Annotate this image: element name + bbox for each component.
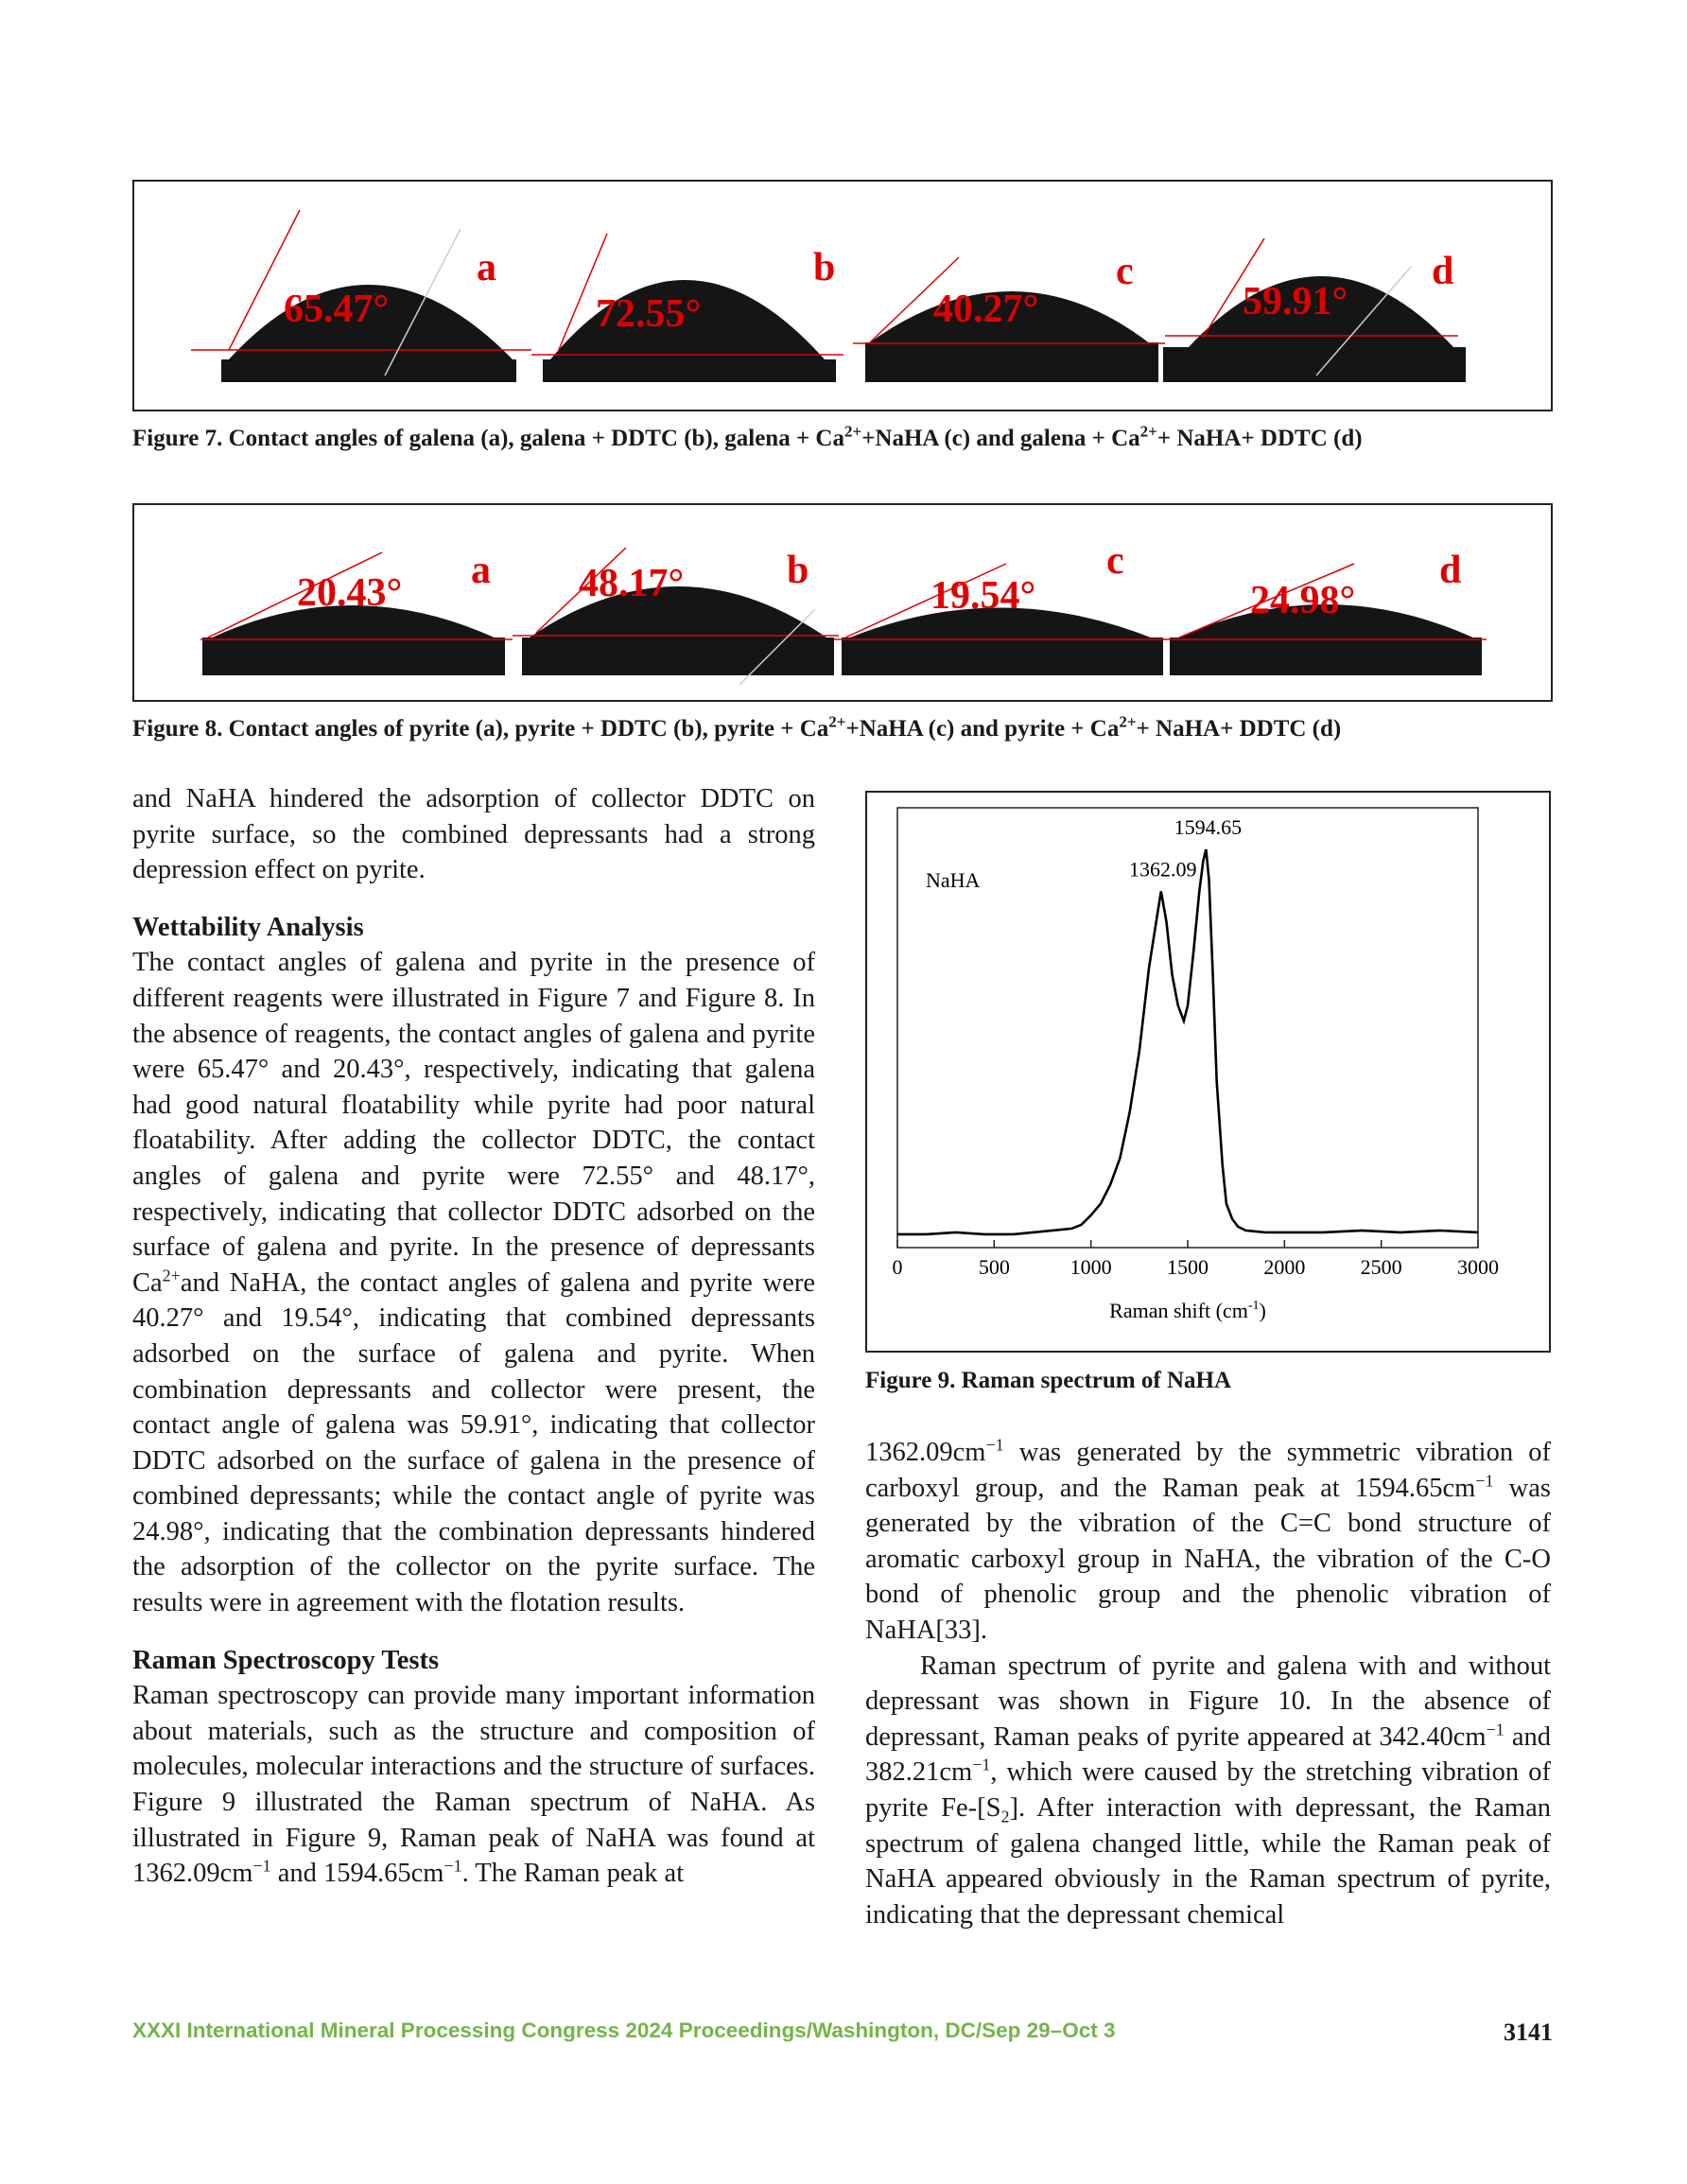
fig8-panel-d (1160, 549, 1487, 675)
peak-annotations (1129, 815, 1242, 881)
fig7-angle-b: 72.55° (596, 292, 702, 336)
fig7-angle-d: 59.91° (1243, 280, 1348, 323)
paragraph-text: ]. After interaction with depressant, the Raman spectrum of galena changed little, while the Raman peak of NaHA appeared obviously in the Raman spectrum of pyrite, indicating that the depressant chemical (865, 1792, 1552, 1930)
figure-7-caption (132, 422, 1553, 453)
figure-8-caption (132, 712, 1553, 743)
fig7-letter-d: d (1432, 250, 1454, 293)
paragraph-text: 1362.09cm (865, 1438, 986, 1467)
figure-7-droplets (134, 182, 1551, 410)
paragraph-text: and 382.21cm (865, 1721, 1551, 1788)
x-tick-label: 2000 (1263, 1255, 1306, 1279)
x-label-text: Raman shift (cm (1109, 1299, 1248, 1322)
x-tick-label: 1000 (1070, 1255, 1112, 1279)
figure-7-image (132, 180, 1553, 411)
fig7-panel-d (1163, 238, 1466, 382)
substrate (543, 359, 836, 382)
x-axis-label (1109, 1299, 1266, 1322)
substrate (522, 638, 834, 675)
superscript: −1 (1486, 1720, 1504, 1739)
substrate (865, 342, 1158, 382)
fig8-panel-a (200, 549, 513, 675)
substrate (1163, 347, 1466, 382)
caption-text: +NaHA (c) and pyrite + Ca (845, 716, 1120, 742)
x-label-end: ) (1259, 1299, 1266, 1322)
superscript: 2+ (162, 1266, 181, 1285)
x-tick-label: 2500 (1360, 1255, 1402, 1279)
paragraph-text: . The Raman peak at (461, 1859, 685, 1889)
caption-text: + NaHA+ DDTC (d) (1136, 716, 1342, 742)
fig7-panel-a (191, 210, 531, 382)
figure-8-image (132, 503, 1553, 702)
fig7-angle-c: 40.27° (933, 288, 1039, 331)
left-column (132, 781, 815, 1892)
x-tick-label: 0 (892, 1255, 903, 1279)
fig8-letter-c: c (1106, 539, 1124, 583)
footer-text: XXXI International Mineral Processing Congress 2024 Proceedings/Washington, DC/Sep 29–Oct 3 (132, 2018, 1116, 2042)
heading-raman: Raman Spectroscopy Tests (132, 1645, 440, 1675)
superscript: −1 (252, 1856, 271, 1876)
x-label-sup: -1 (1247, 1299, 1260, 1313)
raman-chart (867, 793, 1549, 1351)
heading-wettability: Wettability Analysis (132, 912, 364, 942)
caption-text: Figure 7. Contact angles of galena (a), galena + DDTC (b), galena + Ca (132, 426, 844, 451)
fig7-angle-a: 65.47° (284, 288, 390, 331)
paragraph-wettability (132, 945, 815, 1620)
paragraph-text: The contact angles of galena and pyrite in the presence of different reagents were illustrated in Figure 7 and Figure 8. In the absence of reagents, the contact angles of galena and pyrite were 65.47° and 20.43°, respectively, indicating that galena had good natural floatability while pyrite had poor natural floatability. After adding the collector DDTC, the contact angles of galena and pyrite were 72.55° and 48.17°, respectively, indicating that collector DDTC adsorbed on the surface of galena and pyrite. In the presence of depressants Ca (132, 948, 815, 1298)
paragraph-figure-10 (865, 1649, 1551, 1933)
paragraph-text: and NaHA, the contact angles of galena and pyrite were 40.27° and 19.54°, indicating that combined depressants adsorbed on the surface of galena and pyrite. When combination depressants and collector were present, the contact angle of galena was 59.91°, indicating that collector DDTC adsorbed on the surface of galena in the presence of combined depressants; while the contact angle of pyrite was 24.98°, indicating that the combination depressants hindered the adsorption of the collector on the pyrite surface. The results were in agreement with the flotation results. (132, 1267, 815, 1618)
paragraph-text: Raman spectrum of pyrite and galena with and without depressant was shown in Figure 10. In the absence of depressant, Raman peaks of pyrite appeared at 342.40cm (865, 1651, 1551, 1752)
x-tick-label: 1500 (1167, 1255, 1209, 1279)
right-column (865, 1435, 1551, 1932)
substrate (842, 638, 1163, 675)
superscript: −1 (972, 1755, 991, 1774)
fig8-angle-b: 48.17° (579, 562, 685, 605)
superscript: −1 (1475, 1471, 1494, 1491)
x-axis-ticks (893, 1240, 1500, 1279)
paragraph-text: was generated by the vibration of the C=C bond structure of aromatic carboxyl group in NaHA, the vibration of the C-O bond of phenolic group and the phenolic vibration of NaHA[33]. (865, 1473, 1551, 1645)
page-footer (132, 2018, 1553, 2053)
paragraph-text: and 1594.65cm (270, 1859, 444, 1889)
paragraph-text: , which were caused by the stretching vibration of pyrite Fe-[S (865, 1757, 1551, 1823)
fig7-letter-c: c (1116, 250, 1134, 293)
subscript: 2 (1000, 1807, 1010, 1826)
caption-text: Figure 8. Contact angles of pyrite (a), pyrite + DDTC (b), pyrite + Ca (132, 716, 829, 742)
paragraph-raman (132, 1678, 815, 1892)
series-label: NaHA (926, 868, 981, 892)
series-line-naha (897, 849, 1478, 1234)
caption-sup: 2+ (1139, 422, 1157, 441)
figure-9-caption: Figure 9. Raman spectrum of NaHA (865, 1368, 1231, 1393)
figure-8-droplets (134, 505, 1551, 700)
fig8-panel-b (513, 548, 839, 685)
substrate (221, 359, 516, 382)
fig8-letter-a: a (471, 549, 491, 592)
caption-text: + NaHA+ DDTC (d) (1157, 426, 1363, 451)
fig7-panel-b (531, 234, 844, 382)
fig7-letter-b: b (813, 246, 836, 289)
fig7-panel-c (853, 250, 1165, 382)
x-tick-label: 3000 (1457, 1255, 1499, 1279)
substrate (1170, 638, 1482, 675)
caption-sup: 2+ (844, 422, 862, 441)
paragraph-text: was generated by the symmetric vibration of carboxyl group, and the Raman peak at 1594.65cm (865, 1438, 1551, 1503)
caption-text: +NaHA (c) and galena + Ca (861, 426, 1140, 451)
page-number: 3141 (1504, 2018, 1553, 2046)
fig8-letter-b: b (787, 549, 809, 592)
fig8-angle-a: 20.43° (297, 571, 403, 615)
paragraph-text: Raman spectroscopy can provide many important information about materials, such as the structure and composition of molecules, molecular interactions and the structure of surfaces. Figure 9 illustrated the Raman spectrum of NaHA. As illustrated in Figure 9, Raman peak of NaHA was found at 1362.09cm (132, 1681, 815, 1889)
peak-label: 1362.09 (1129, 857, 1197, 882)
fig8-panel-c (834, 539, 1165, 675)
caption-sup: 2+ (828, 712, 846, 731)
figure-9-chart (865, 791, 1551, 1353)
peak-label: 1594.65 (1174, 815, 1243, 839)
fig8-letter-d: d (1439, 549, 1462, 592)
fig8-angle-d: 24.98° (1250, 579, 1356, 622)
fig8-angle-c: 19.54° (930, 574, 1036, 618)
fig7-letter-a: a (477, 246, 496, 289)
superscript: −1 (985, 1435, 1004, 1455)
paragraph-raman-peaks (865, 1435, 1551, 1649)
superscript: −1 (443, 1856, 462, 1876)
caption-sup: 2+ (1119, 712, 1137, 731)
x-tick-label: 500 (978, 1255, 1010, 1279)
paragraph-continued: and NaHA hindered the adsorption of collector DDTC on pyrite surface, so the combined depressants had a strong depression effect on pyrite. (132, 784, 815, 885)
substrate (202, 638, 505, 675)
